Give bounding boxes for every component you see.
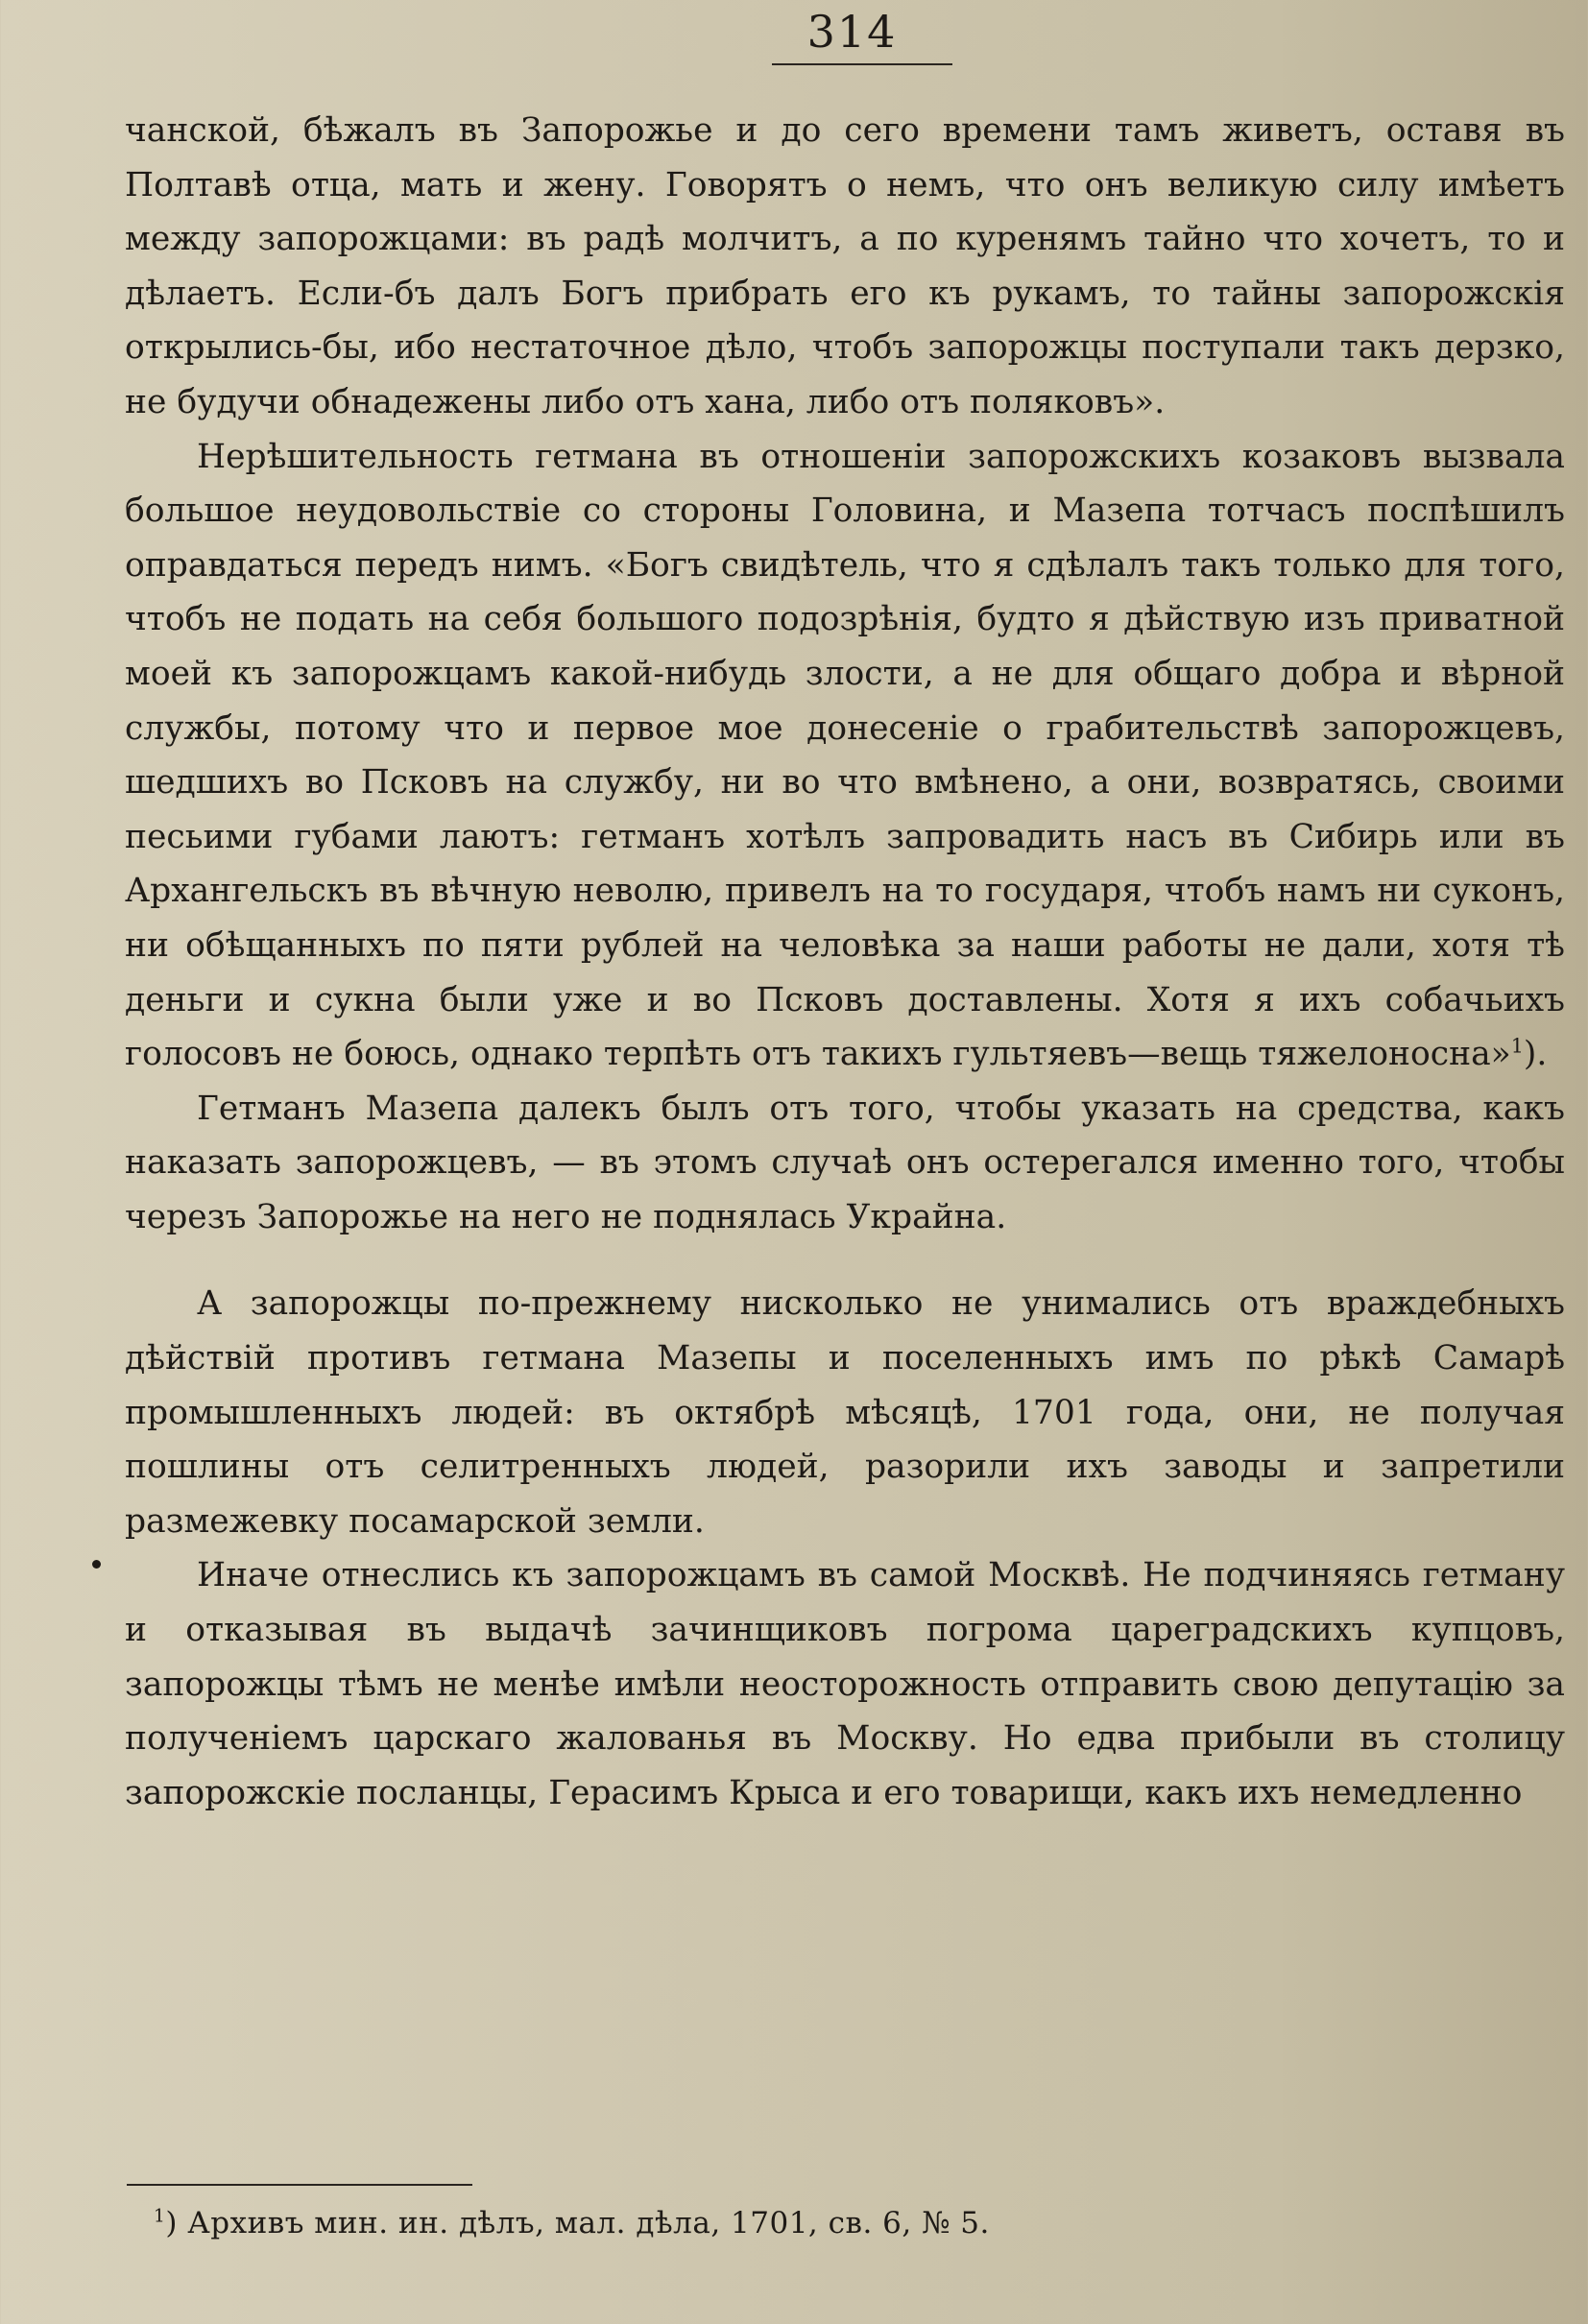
page-number: 314 — [806, 6, 898, 58]
paragraph-tail: ). — [1523, 1035, 1548, 1074]
footnote-marker: 1 — [154, 2206, 166, 2227]
paragraph-continuation: чанской, бѣжалъ въ Запорожье и до сего времени тамъ живетъ, оставя въ Полтавѣ отца, мать и жену. Говорятъ о немъ, что онъ великую силу имѣетъ между запорожцами: въ радѣ молчитъ, а по куренямъ тайно что хочетъ, то и дѣлаетъ. Если-бъ далъ Богъ прибрать его къ рукамъ, то тайны запорожскія открылись-бы, ибо нестаточное дѣло, чтобъ запорожцы поступали такъ дерзко, не будучи обнадежены либо отъ хана, либо отъ поляковъ». — [125, 111, 1565, 421]
footnote — [154, 2200, 1498, 2246]
footnote-text: ) Архивъ мин. ин. дѣлъ, мал. дѣла, 1701, св. 6, № 5. — [165, 2206, 990, 2240]
paragraph-moscow: Иначе отнеслись къ запорожцамъ въ самой Москвѣ. Не подчиняясь гетману и отказывая въ выдачѣ зачинщиковъ погрома цареградскихъ купцовъ, запорожцы тѣмъ не менѣе имѣли неосторожность отправить свою депутацію за полученіемъ царскаго жалованья въ Москву. Но едва прибыли въ столицу запорожскіе посланцы, Герасимъ Крыса и его товарищи, какъ ихъ немедленно — [125, 1556, 1565, 1812]
paragraph-text: Нерѣшительность гетмана въ отношеніи запорожскихъ козаковъ вызвала большое неудовольствіе со стороны Головина, и Мазепа тотчасъ поспѣшилъ оправдаться передъ нимъ. «Богъ свидѣтель, что я сдѣлалъ такъ только для того, чтобъ не подать на себя большого подозрѣнія, будто я дѣйствую изъ приватной моей къ запорожцамъ какой-нибудь злости, а не для общаго добра и вѣрной службы, потому что и первое мое донесеніе о грабительствѣ запорожцевъ, шедшихъ во Псковъ на службу, ни во что вмѣнено, а они, возвратясь, своими песьими губами лаютъ: гетманъ хотѣлъ запровадить насъ въ Сибирь или въ Архангельскъ въ вѣчную неволю, привелъ на то государя, чтобъ намъ ни суконъ, ни обѣщанныхъ по пяти рублей на человѣка за наши работы не дали, хотя тѣ деньги и сукна были уже и во Псковъ доставлены. Хотя я ихъ собачьихъ голосовъ не боюсь, однако терпѣть отъ такихъ гультяевъ—вещь тяжелоносна» — [125, 437, 1565, 1074]
paragraph-mazepa-means: Гетманъ Мазепа далекъ былъ отъ того, чтобы указать на средства, какъ наказать запорожцевъ, — въ этомъ случаѣ онъ остерегался именно того, чтобы черезъ Запорожье на него не поднялась Украйна. — [125, 1089, 1565, 1236]
header-rule — [772, 63, 952, 65]
margin-dot — [92, 1560, 101, 1569]
footnote-ref: 1 — [1510, 1034, 1524, 1058]
footnote-rule — [127, 2184, 472, 2186]
paragraph-hetman-indecision — [125, 430, 1565, 1082]
paragraph-zaporozhians-hostility: А запорожцы по-прежнему нисколько не унимались отъ враждебныхъ дѣйствій противъ гетмана Мазепы и поселенныхъ имъ по рѣкѣ Самарѣ промышленныхъ людей: въ октябрѣ мѣсяцѣ, 1701 года, они, не получая пошлины отъ селитренныхъ людей, разорили ихъ заводы и запретили размежевку посамарской земли. — [125, 1284, 1565, 1541]
main-text — [125, 104, 1565, 1820]
